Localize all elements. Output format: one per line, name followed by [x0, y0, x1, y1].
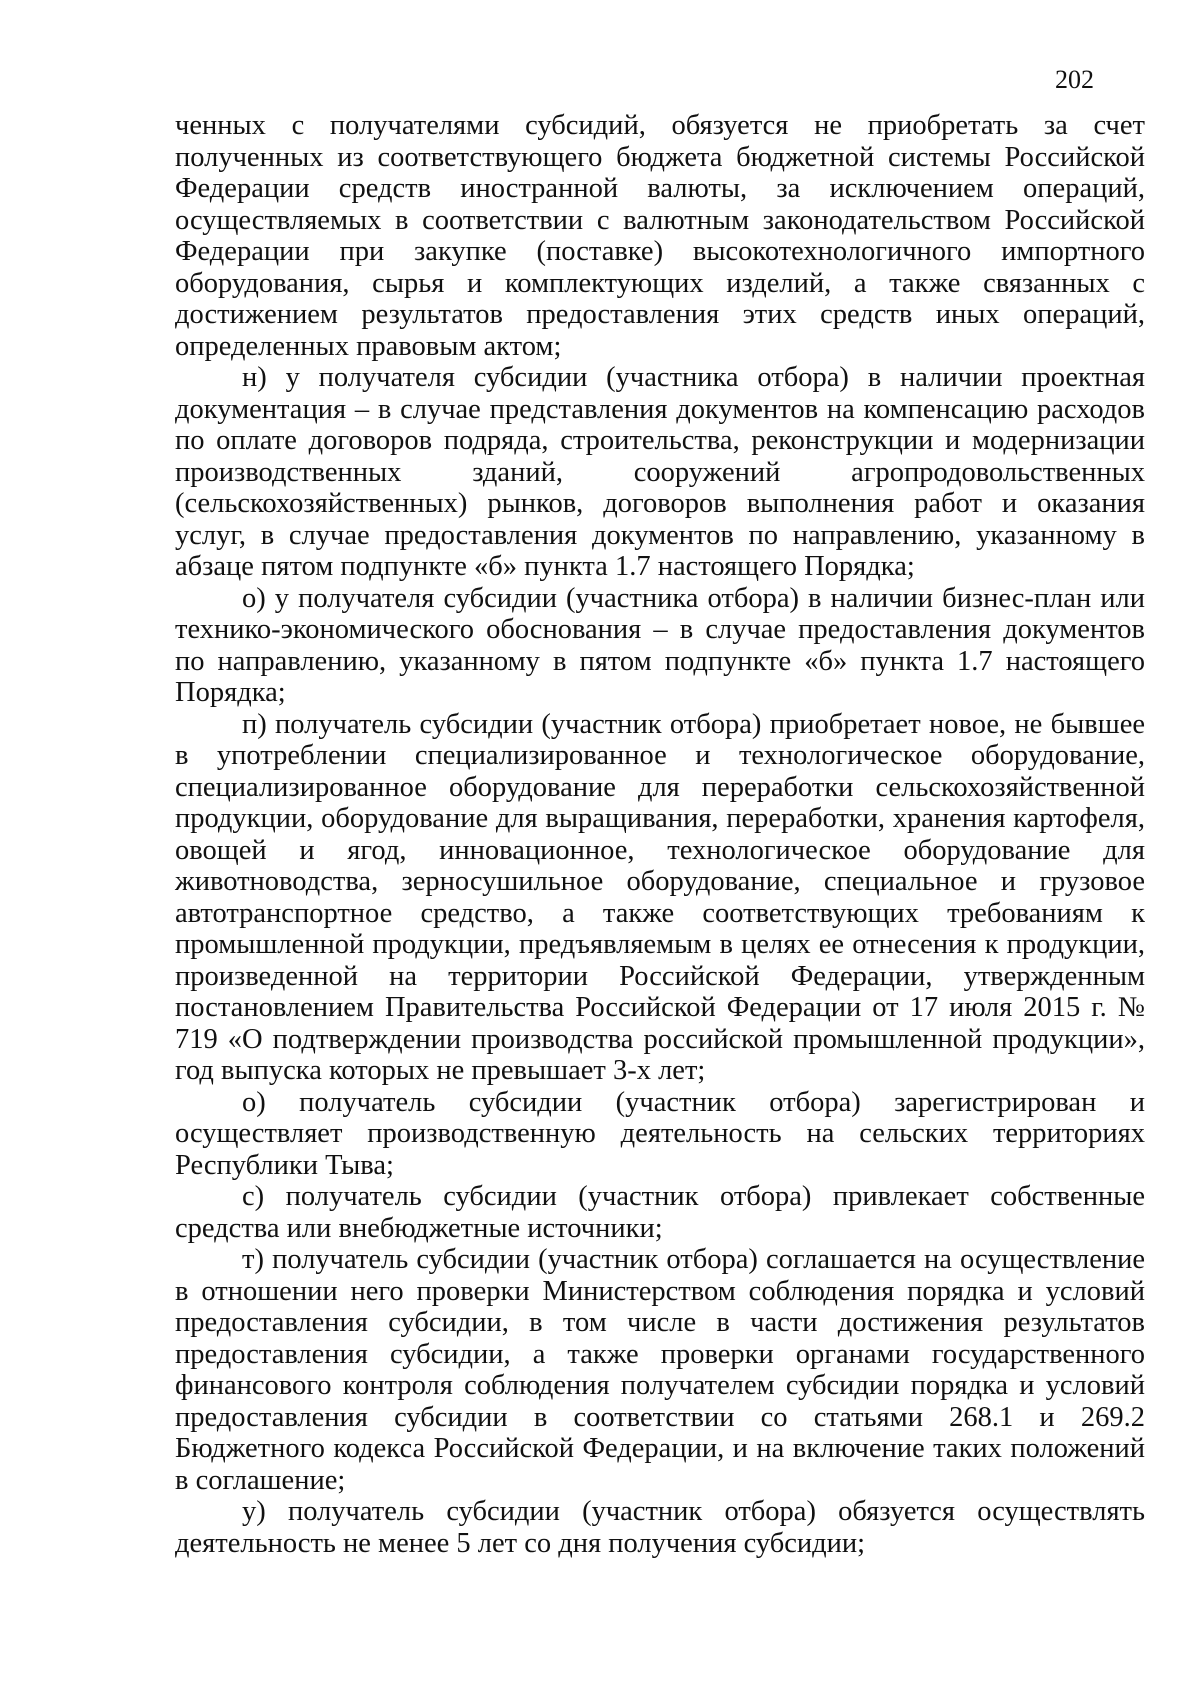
paragraph-item-u: у) получатель субсидии (участник отбора) обязуется осуществлять деятельность не менее 5 лет со дня получения субсидии;: [175, 1496, 1145, 1559]
page-number: 202: [1055, 65, 1094, 94]
page-body: [175, 110, 1145, 1559]
paragraph-item-t: т) получатель субсидии (участник отбора) соглашается на осуществление в отношении него проверки Министерством соблюдения порядка и условий предоставления субсидии, в том числе в части достижения результатов предоставления субсидии, а также проверки органами государственного финансового контроля соблюдения получателем субсидии порядка и условий предоставления субсидии в соответствии со статьями 268.1 и 269.2 Бюджетного кодекса Российской Федерации, и на включение таких положений в соглашение;: [175, 1244, 1145, 1496]
paragraph-item-o-first: о) у получателя субсидии (участника отбора) в наличии бизнес-план или технико-экономического обоснования – в случае предоставления документов по направлению, указанному в пятом подпункте «б» пункта 1.7 настоящего Порядка;: [175, 582, 1145, 708]
paragraph-item-n: н) у получателя субсидии (участника отбора) в наличии проектная документация – в случае представления документов на компенсацию расходов по оплате договоров подряда, строительства, реконструкции и модернизации производственных зданий, сооружений агропродовольственных (сельскохозяйственных) рынков, договоров выполнения работ и оказания услуг, в случае предоставления документов по направлению, указанному в абзаце пятом подпункте «б» пункта 1.7 настоящего Порядка;: [175, 362, 1145, 582]
paragraph-item-p: п) получатель субсидии (участник отбора) приобретает новое, не бывшее в употреблении специализированное и технологическое оборудование, специализированное оборудование для переработки сельскохозяйственной продукции, оборудование для выращивания, переработки, хранения картофеля, овощей и ягод, инновационное, технологическое оборудование для животноводства, зерносушильное оборудование, специальное и грузовое автотранспортное средство, а также соответствующих требованиям к промышленной продукции, предъявляемым в целях ее отнесения к продукции, произведенной на территории Российской Федерации, утвержденным постановлением Правительства Российской Федерации от 17 июля 2015 г. № 719 «О подтверждении производства российской промышленной продукции», год выпуска которых не превышает 3-х лет;: [175, 708, 1145, 1086]
paragraph-continuation: ченных с получателями субсидий, обязуется не приобретать за счет полученных из соответствующего бюджета бюджетной системы Российской Федерации средств иностранной валюты, за исключением операций, осуществляемых в соответствии с валютным законодательством Российской Федерации при закупке (поставке) высокотехнологичного импортного оборудования, сырья и комплектующих изделий, а также связанных с достижением результатов предоставления этих средств иных операций, определенных правовым актом;: [175, 110, 1145, 362]
paragraph-item-o-second: о) получатель субсидии (участник отбора) зарегистрирован и осуществляет производственную деятельность на сельских территориях Республики Тыва;: [175, 1086, 1145, 1181]
paragraph-item-s: с) получатель субсидии (участник отбора) привлекает собственные средства или внебюджетные источники;: [175, 1181, 1145, 1244]
